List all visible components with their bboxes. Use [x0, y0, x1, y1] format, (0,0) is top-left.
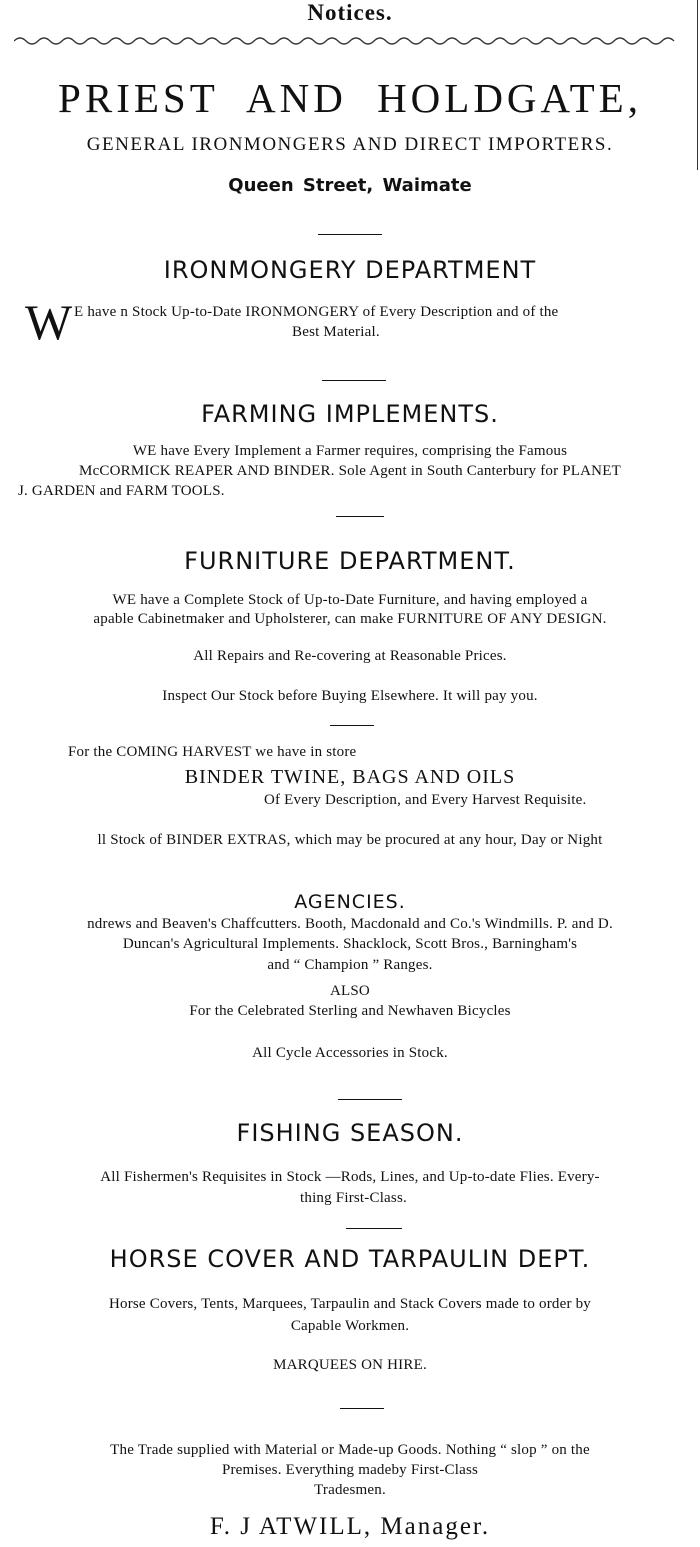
harvest-heading: BINDER TWINE, BAGS AND OILS — [184, 766, 516, 788]
trade-line-3: Tradesmen. — [314, 1482, 386, 1498]
horse-line-2: Capable Workmen. — [290, 1318, 410, 1334]
section-divider — [318, 234, 382, 235]
harvest-intro: For the COMING HARVEST we have in store — [68, 744, 357, 760]
wavy-divider — [14, 34, 684, 48]
farming-line-1: WE have Every Implement a Farmer requires, comprising the Famous — [132, 443, 568, 459]
section-divider — [336, 516, 384, 517]
fishing-heading: FISHING SEASON. — [236, 1119, 464, 1147]
ironmongery-line-2: Best Material. — [292, 324, 380, 340]
harvest-sub: Of Every Description, and Every Harvest Requisite. — [264, 792, 587, 808]
agencies-also: ALSO — [330, 983, 370, 999]
section-divider — [340, 1408, 384, 1409]
agencies-heading: AGENCIES. — [294, 891, 406, 913]
farming-line-2: McCORMICK REAPER AND BINDER. Sole Agent in South Canterbury for PLANET — [79, 463, 621, 479]
ironmongery-line-1: E have n Stock Up-to-Date IRONMONGERY of Every Description and of the — [74, 304, 559, 320]
furniture-repairs: All Repairs and Re-covering at Reasonable Prices. — [193, 648, 507, 664]
dropcap-letter: W — [25, 294, 73, 350]
horse-heading: HORSE COVER AND TARPAULIN DEPT. — [109, 1245, 591, 1273]
furniture-line-1: WE have a Complete Stock of Up-to-Date Furniture, and having employed a — [112, 592, 588, 608]
agencies-line-1: ndrews and Beaven's Chaffcutters. Booth, Macdonald and Co.'s Windmills. P. and D. — [87, 916, 613, 932]
ironmongery-heading: IRONMONGERY DEPARTMENT — [163, 256, 537, 284]
firm-name: PRIEST AND HOLDGATE, — [58, 75, 642, 121]
section-divider — [338, 1099, 402, 1100]
notices-heading: Notices. — [307, 0, 393, 25]
agencies-line-3: and “ Champion ” Ranges. — [267, 957, 433, 973]
section-divider — [322, 380, 386, 381]
furniture-heading: FURNITURE DEPARTMENT. — [184, 547, 516, 575]
manager-signature: F. J ATWILL, Manager. — [209, 1513, 491, 1540]
horse-line-1: Horse Covers, Tents, Marquees, Tarpaulin and Stack Covers made to order by — [108, 1296, 592, 1312]
agencies-bicycles: For the Celebrated Sterling and Newhaven Bicycles — [189, 1003, 511, 1019]
farming-line-3: J. GARDEN and FARM TOOLS. — [18, 483, 225, 499]
furniture-inspect: Inspect Our Stock before Buying Elsewhere. It will pay you. — [162, 688, 538, 704]
farming-heading: FARMING IMPLEMENTS. — [201, 400, 499, 428]
fishing-line-2: thing First-Class. — [300, 1190, 407, 1206]
agencies-line-2: Duncan's Agricultural Implements. Shacklock, Scott Bros., Barningham's — [122, 936, 578, 952]
agencies-cycle: All Cycle Accessories in Stock. — [252, 1045, 448, 1061]
furniture-line-2: apable Cabinetmaker and Upholsterer, can make FURNITURE OF ANY DESIGN. — [93, 611, 607, 627]
firm-address: Queen Street, Waimate — [228, 175, 472, 196]
harvest-extras: ll Stock of BINDER EXTRAS, which may be procured at any hour, Day or Night — [97, 832, 603, 848]
trade-line-2: Premises. Everything madeby First-Class — [221, 1462, 479, 1478]
fishing-line-1: All Fishermen's Requisites in Stock —Rods, Lines, and Up-to-date Flies. Every- — [100, 1169, 600, 1185]
trade-line-1: The Trade supplied with Material or Made-up Goods. Nothing “ slop ” on the — [110, 1442, 590, 1458]
firm-tagline: GENERAL IRONMONGERS AND DIRECT IMPORTERS. — [86, 134, 614, 155]
section-divider — [330, 725, 374, 726]
horse-hire: MARQUEES ON HIRE. — [273, 1357, 427, 1373]
section-divider — [346, 1228, 402, 1229]
